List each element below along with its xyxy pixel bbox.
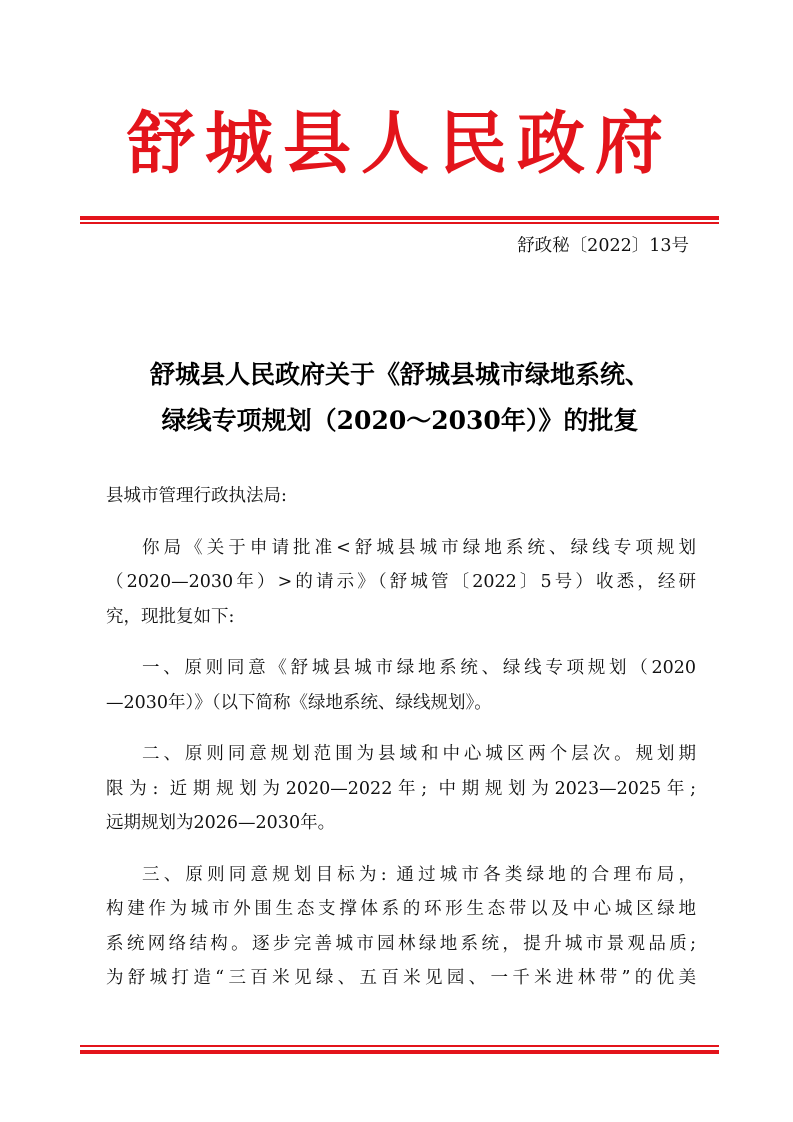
paragraph-1-line-1: 你局《关于申请批准<舒城县城市绿地系统、绿线专项规划	[142, 537, 696, 558]
paragraph-spacer	[106, 514, 696, 531]
agency-letterhead-title: 舒城县人民政府	[126, 104, 673, 184]
document-body	[106, 479, 696, 996]
paragraph-1-line-3: 究，现批复如下:	[106, 606, 235, 627]
document-title-line-2: 绿线专项规划（2020～2030年）》的批复	[161, 406, 639, 435]
salutation: 县城市管理行政执法局:	[106, 486, 287, 506]
footer-red-rule-thin	[80, 1045, 719, 1047]
document-title	[100, 352, 700, 444]
paragraph-4-line-1: 三、原则同意规划目标为: 通过城市各类绿地的合理布局，	[142, 864, 696, 885]
paragraph-4-line-2: 构建作为城市外围生态支撑体系的环形生态带以及中心城区绿地	[106, 899, 696, 919]
paragraph-1-line-2: （2020—2030年）>的请示》（舒城管〔2022〕5号）收悉，经研	[106, 572, 696, 592]
paragraph-4-line-4: 为舒城打造“三百米见绿、五百米见园、一千米进林带”的优美	[106, 968, 696, 988]
footer-red-rule-thick	[80, 1050, 719, 1054]
paragraph-3-line-1: 二、原则同意规划范围为县域和中心城区两个层次。规划期	[142, 744, 696, 764]
paragraph-2-line-1: 一、原则同意《舒城县城市绿地系统、绿线专项规划（2020	[142, 658, 696, 678]
paragraph-spacer	[106, 841, 696, 858]
header-red-rule-thick	[80, 216, 719, 220]
header-red-rule-thin	[80, 222, 719, 224]
document-number: 舒政秘〔2022〕13号	[517, 236, 689, 256]
paragraph-spacer	[106, 634, 696, 651]
paragraph-spacer	[106, 720, 696, 737]
paragraph-4-line-3: 系统网络结构。逐步完善城市园林绿地系统，提升城市景观品质;	[106, 933, 696, 954]
paragraph-3-line-3: 远期规划为2026—2030年。	[106, 813, 336, 833]
paragraph-2-line-2: —2030年）》（以下简称《绿地系统、绿线规划》。	[106, 692, 492, 713]
paragraph-3-line-2: 限为: 近期规划为2020—2022年; 中期规划为2023—2025年;	[106, 778, 696, 799]
document-title-line-1: 舒城县人民政府关于《舒城县城市绿地系统、	[149, 360, 650, 389]
